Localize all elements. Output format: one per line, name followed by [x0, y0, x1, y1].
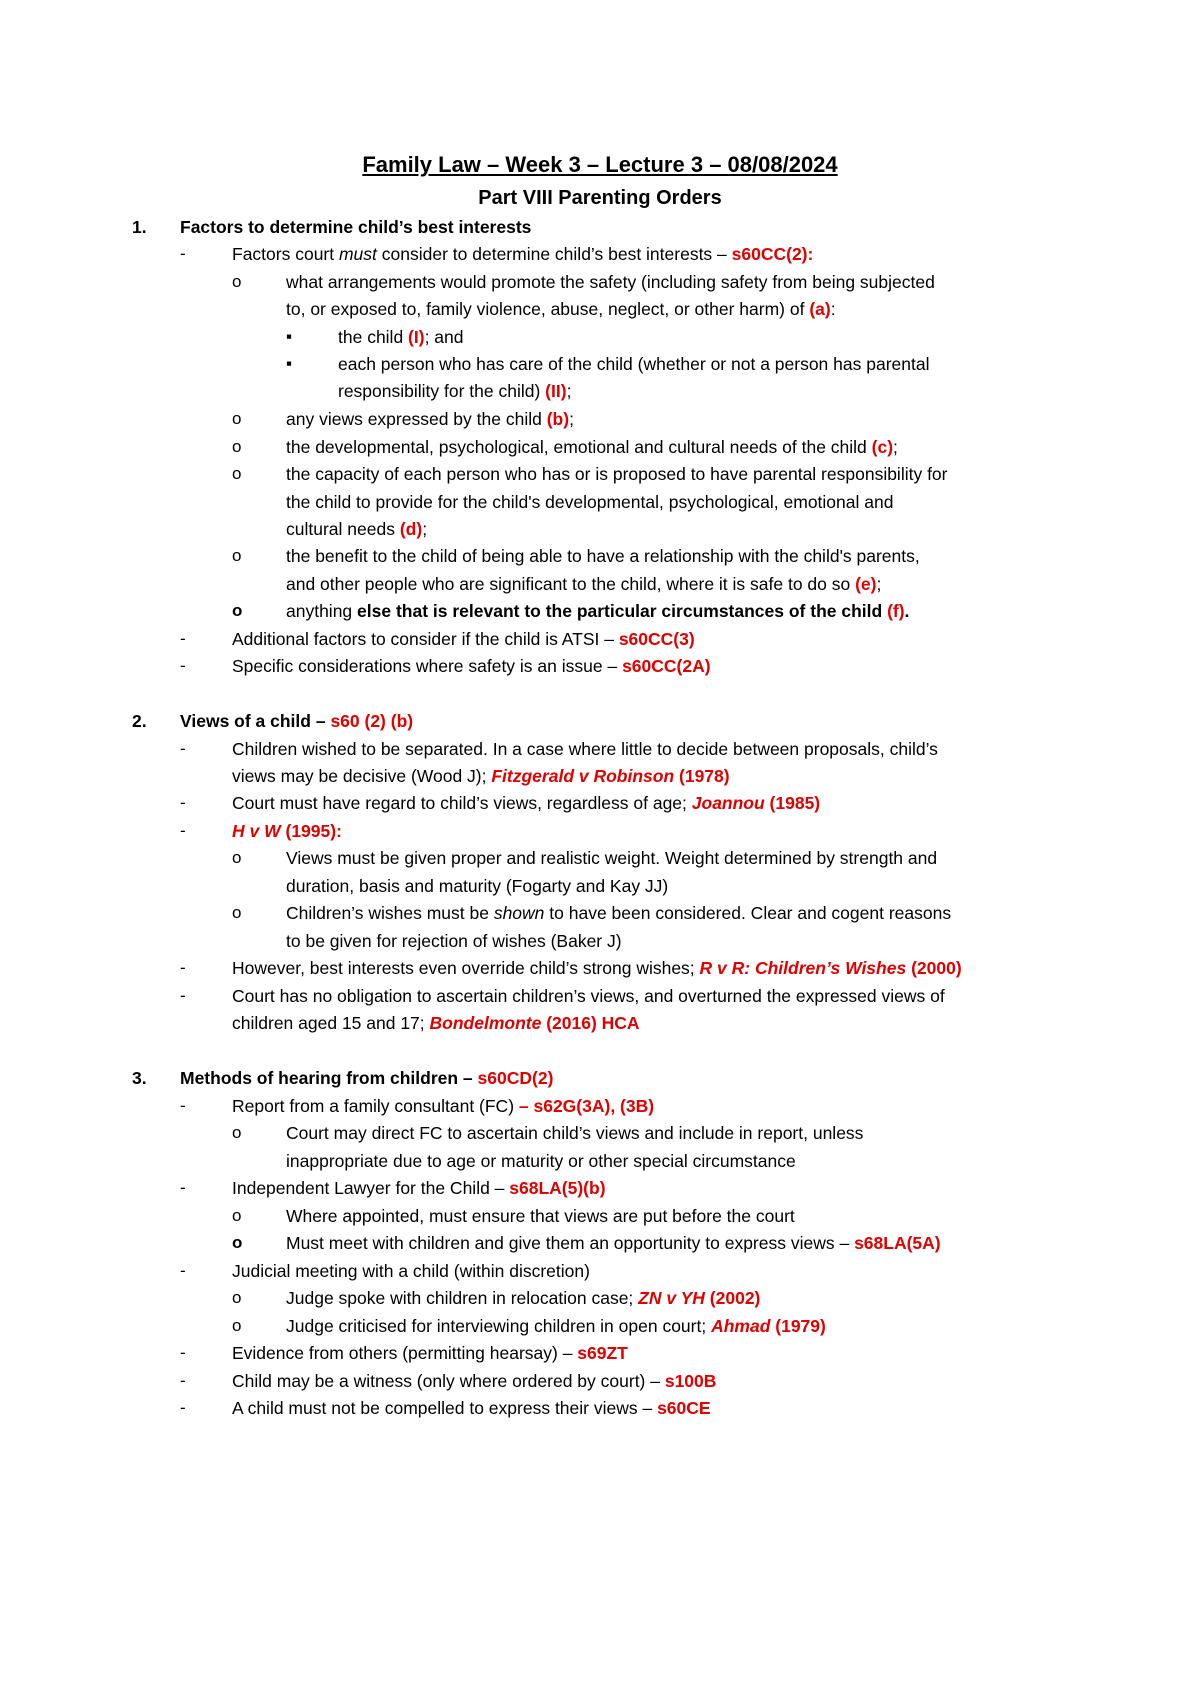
section-number: 1.	[132, 217, 147, 237]
list-item: Evidence from others (permitting hearsay) – s69ZT	[232, 1343, 628, 1363]
list-item: inappropriate due to age or maturity or other special circumstance	[286, 1151, 796, 1171]
list-item: Independent Lawyer for the Child – s68LA(5)(b)	[232, 1178, 606, 1198]
list-item: Judge criticised for interviewing children in open court; Ahmad (1979)	[286, 1316, 826, 1336]
list-item: However, best interests even override child’s strong wishes; R v R: Children’s Wishes (2000)	[232, 958, 962, 978]
list-item: responsibility for the child) (II);	[338, 381, 572, 401]
list-item: Views must be given proper and realistic weight. Weight determined by strength and	[286, 848, 938, 868]
list-item: children aged 15 and 17; Bondelmonte (2016) HCA	[232, 1013, 640, 1033]
dash-bullet: -	[180, 958, 186, 977]
dash-bullet: -	[180, 739, 186, 758]
dash-bullet: -	[180, 821, 186, 840]
list-item: any views expressed by the child (b);	[286, 409, 574, 429]
list-item: Judge spoke with children in relocation case; ZN v YH (2002)	[286, 1288, 761, 1308]
circle-bullet: o	[232, 1288, 242, 1307]
list-item: and other people who are significant to the child, where it is safe to do so (e);	[286, 574, 882, 594]
list-item: to be given for rejection of wishes (Baker J)	[286, 931, 622, 951]
document-subtitle: Part VIII Parenting Orders	[478, 187, 722, 209]
document-title: Family Law – Week 3 – Lecture 3 – 08/08/2024	[362, 152, 838, 177]
circle-bullet: o	[232, 464, 242, 483]
list-item: Where appointed, must ensure that views are put before the court	[286, 1206, 795, 1226]
list-item: Court must have regard to child’s views, regardless of age; Joannou (1985)	[232, 793, 821, 813]
list-item: the child (I); and	[338, 327, 464, 347]
circle-bullet: o	[232, 437, 242, 456]
list-item: anything else that is relevant to the particular circumstances of the child (f).	[286, 601, 910, 621]
list-item: Judicial meeting with a child (within discretion)	[232, 1261, 590, 1281]
list-item: to, or exposed to, family violence, abuse, neglect, or other harm) of (a):	[286, 299, 836, 319]
circle-bullet: o	[232, 409, 242, 428]
dash-bullet: -	[180, 793, 186, 812]
list-item: Children’s wishes must be shown to have been considered. Clear and cogent reasons	[286, 903, 952, 923]
dash-bullet: -	[180, 1398, 186, 1417]
list-item: Specific considerations where safety is an issue – s60CC(2A)	[232, 656, 711, 676]
list-item: Child may be a witness (only where ordered by court) – s100B	[232, 1371, 717, 1391]
list-item: the benefit to the child of being able to have a relationship with the child's parents,	[286, 546, 920, 566]
list-item: views may be decisive (Wood J); Fitzgerald v Robinson (1978)	[232, 766, 730, 786]
dash-bullet: -	[180, 656, 186, 675]
list-item: Report from a family consultant (FC) – s62G(3A), (3B)	[232, 1096, 655, 1116]
section-heading: Factors to determine child’s best interests	[180, 217, 532, 237]
list-item: what arrangements would promote the safety (including safety from being subjected	[286, 272, 935, 292]
dash-bullet: -	[180, 244, 186, 263]
circle-bullet: o	[232, 1206, 242, 1225]
section-number: 3.	[132, 1068, 147, 1088]
dash-bullet: -	[180, 1343, 186, 1362]
list-item: Must meet with children and give them an opportunity to express views – s68LA(5A)	[286, 1233, 941, 1253]
section-heading: Methods of hearing from children – s60CD(2)	[180, 1068, 554, 1088]
circle-bullet: o	[232, 601, 243, 620]
list-item: A child must not be compelled to express their views – s60CE	[232, 1398, 711, 1418]
list-item: H v W (1995):	[232, 821, 342, 841]
list-item: the developmental, psychological, emotional and cultural needs of the child (c);	[286, 437, 898, 457]
list-item: Court has no obligation to ascertain children’s views, and overturned the expressed views of	[232, 986, 945, 1006]
list-item: each person who has care of the child (whether or not a person has parental	[338, 354, 930, 374]
list-item: Court may direct FC to ascertain child’s views and include in report, unless	[286, 1123, 864, 1143]
circle-bullet: o	[232, 546, 242, 565]
list-item: duration, basis and maturity (Fogarty and Kay JJ)	[286, 876, 669, 896]
circle-bullet: o	[232, 1123, 242, 1142]
section-heading: Views of a child – s60 (2) (b)	[180, 711, 414, 731]
list-item: cultural needs (d);	[286, 519, 428, 539]
dash-bullet: -	[180, 1371, 186, 1390]
circle-bullet: o	[232, 1316, 242, 1335]
list-item: Children wished to be separated. In a case where little to decide between proposals, child’s	[232, 739, 938, 759]
dash-bullet: -	[180, 986, 186, 1005]
list-item: Additional factors to consider if the child is ATSI – s60CC(3)	[232, 629, 695, 649]
list-item: the child to provide for the child's developmental, psychological, emotional and	[286, 492, 894, 512]
circle-bullet: o	[232, 1233, 243, 1252]
list-item: Factors court must consider to determine child’s best interests – s60CC(2):	[232, 244, 814, 264]
dash-bullet: -	[180, 629, 186, 648]
square-bullet: ▪	[286, 327, 293, 346]
dash-bullet: -	[180, 1261, 186, 1280]
circle-bullet: o	[232, 848, 242, 867]
list-item: the capacity of each person who has or is proposed to have parental responsibility for	[286, 464, 948, 484]
dash-bullet: -	[180, 1096, 186, 1115]
square-bullet: ▪	[286, 354, 293, 373]
circle-bullet: o	[232, 272, 242, 291]
section-number: 2.	[132, 711, 147, 731]
circle-bullet: o	[232, 903, 242, 922]
dash-bullet: -	[180, 1178, 186, 1197]
